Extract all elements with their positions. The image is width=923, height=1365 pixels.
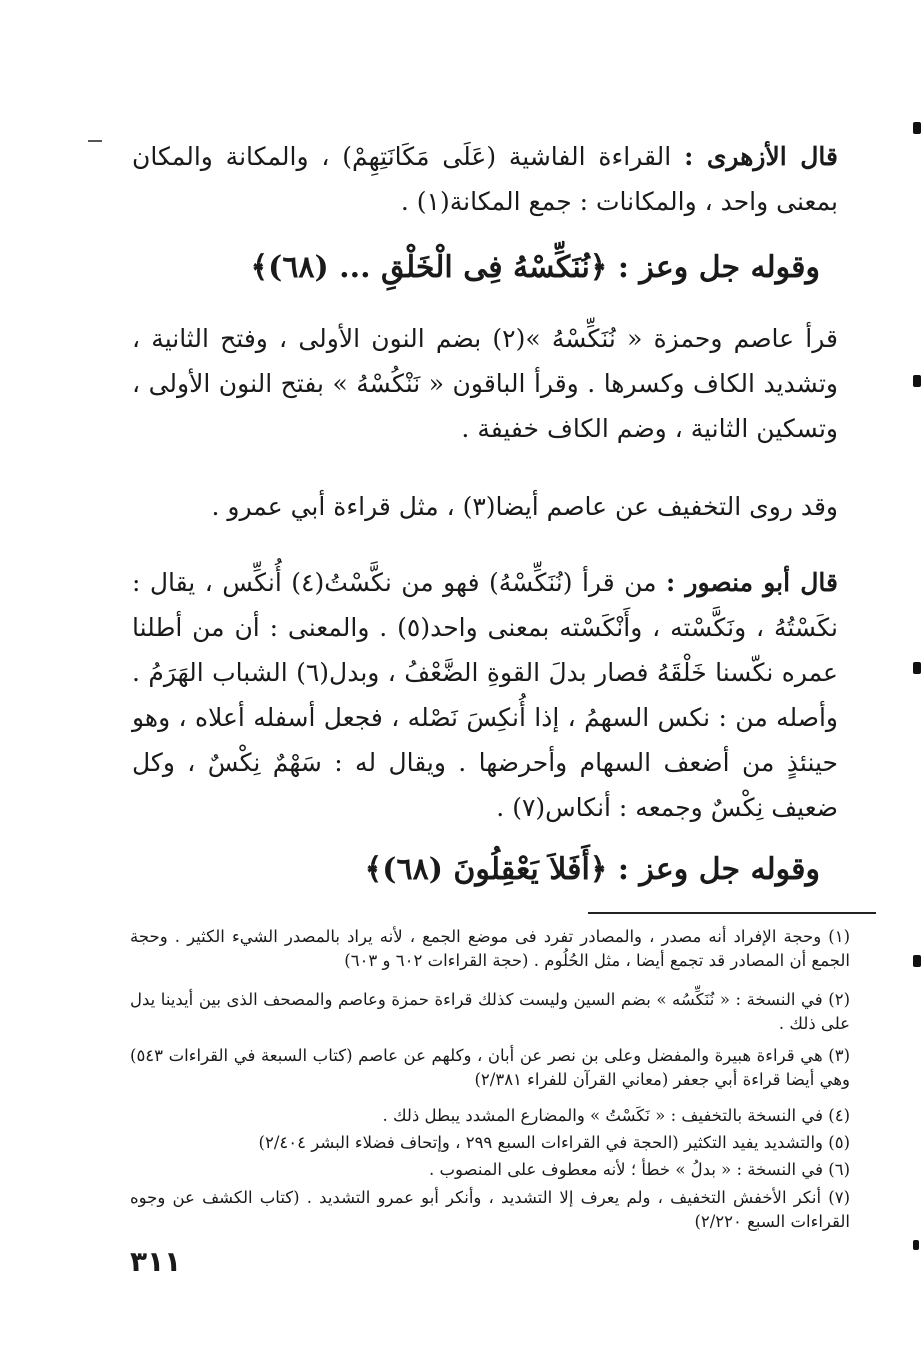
edge-mark: [913, 955, 921, 967]
paragraph-text: القراءة الفاشية (عَلَى مَكَانَتِهِمْ) ، والمكانة والمكان بمعنى واحد ، والمكانات : جمع المكانة(١) .: [132, 142, 838, 216]
edge-mark: [913, 662, 921, 674]
paragraph-takhfif: وقد روى التخفيف عن عاصم أيضا(٣) ، مثل قراءة أبي عمرو .: [211, 492, 838, 521]
paragraph-abu-mansur: [132, 560, 838, 830]
paragraph-azhari: [132, 134, 838, 224]
edge-mark: [913, 122, 921, 134]
footnote-separator: [588, 912, 876, 914]
footnote: (٥) والتشديد يفيد التكثير (الحجة في القراءات السبع ٢٩٩ ، وإتحاف فضلاء البشر ٢/٤٠٤): [258, 1133, 850, 1152]
footnote: (٣) هي قراءة هبيرة والمفضل وعلى بن نصر عن أبان ، وكلهم عن عاصم (كتاب السبعة في القراءات ٥٤٣) وهي أيضا قراءة أبي جعفر (معاني القرآن للفراء ٢/٣٨١): [130, 1046, 850, 1089]
paragraph-text: من قرأ (نُنَكِّسْهُ) فهو من نكَّسْتُ(٤) أُنكِّس ، يقال : نكَسْتُهُ ، ونَكَّسْته ، وأَنْكَسْته بمعنى واحد(٥) . والمعنى : أن من أطلنا عمره نكّسنا خَلْقَهُ فصار بدلَ القوةِ الضَّعْفُ ، وبدل(٦) الشباب الهَرَمُ . وأصله من : نكس السهمُ ، إذا أُنكِسَ نَصْله ، فجعل أسفله أعلاه ، وهو حينئذٍ من أضعف السهام وأحرضها . ويقال له : سَهْمٌ نِكْسٌ ، وكل ضعيف نِكْسٌ وجمعه : أنكاس(٧) .: [132, 568, 838, 822]
footnote: (١) وحجة الإفراد أنه مصدر ، والمصادر تفرد فى موضع الجمع ، لأنه يراد بالمصدر الشيء الكثير . وحجة الجمع أن المصادر قد تجمع أيضا ، مثل الحُلُوم . (حجة القراءات ٦٠٢ و ٦٠٣): [130, 927, 850, 970]
footnote: (٤) في النسخة بالتخفيف : « نَكَسْتُ » والمضارع المشدد يبطل ذلك .: [382, 1106, 850, 1125]
footnote: (٦) في النسخة : « بدلُ » خطأ ؛ لأنه معطوف على المنصوب .: [429, 1160, 850, 1179]
paragraph-readings: قرأ عاصم وحمزة « نُنَكِّسْهُ »(٢) بضم النون الأولى ، وفتح الثانية ، وتشديد الكاف وكسرها . وقرأ الباقون « نَنْكُسْهُ » بفتح النون الأولى ، وتسكين الثانية ، وضم الكاف خفيفة .: [132, 324, 838, 443]
page-number: ٣١١: [130, 1245, 182, 1278]
scan-speck: [88, 140, 102, 142]
footnote: (٢) في النسخة : « نُنَكِّسُه » بضم السين وليست كذلك قراءة حمزة وعاصم والمصحف الذى بين أيدينا يدل على ذلك .: [130, 990, 850, 1033]
edge-mark: [913, 375, 921, 387]
edge-mark: [913, 1240, 919, 1250]
verse-heading: وقوله جل وعز : ﴿أَفَلاَ يَعْقِلُونَ (٦٨)﴾: [364, 852, 820, 887]
paragraph-lead: قال الأزهرى :: [684, 142, 838, 171]
paragraph-lead: قال أبو منصور :: [665, 568, 838, 597]
footnote: (٧) أنكر الأخفش التخفيف ، ولم يعرف إلا التشديد ، وأنكر أبو عمرو التشديد . (كتاب الكشف عن وجوه القراءات السبع ٢/٢٢٠): [130, 1188, 850, 1231]
verse-heading: وقوله جل وعز : ﴿نُنَكِّسْهُ فِى الْخَلْقِ ... (٦٨)﴾: [250, 250, 820, 285]
